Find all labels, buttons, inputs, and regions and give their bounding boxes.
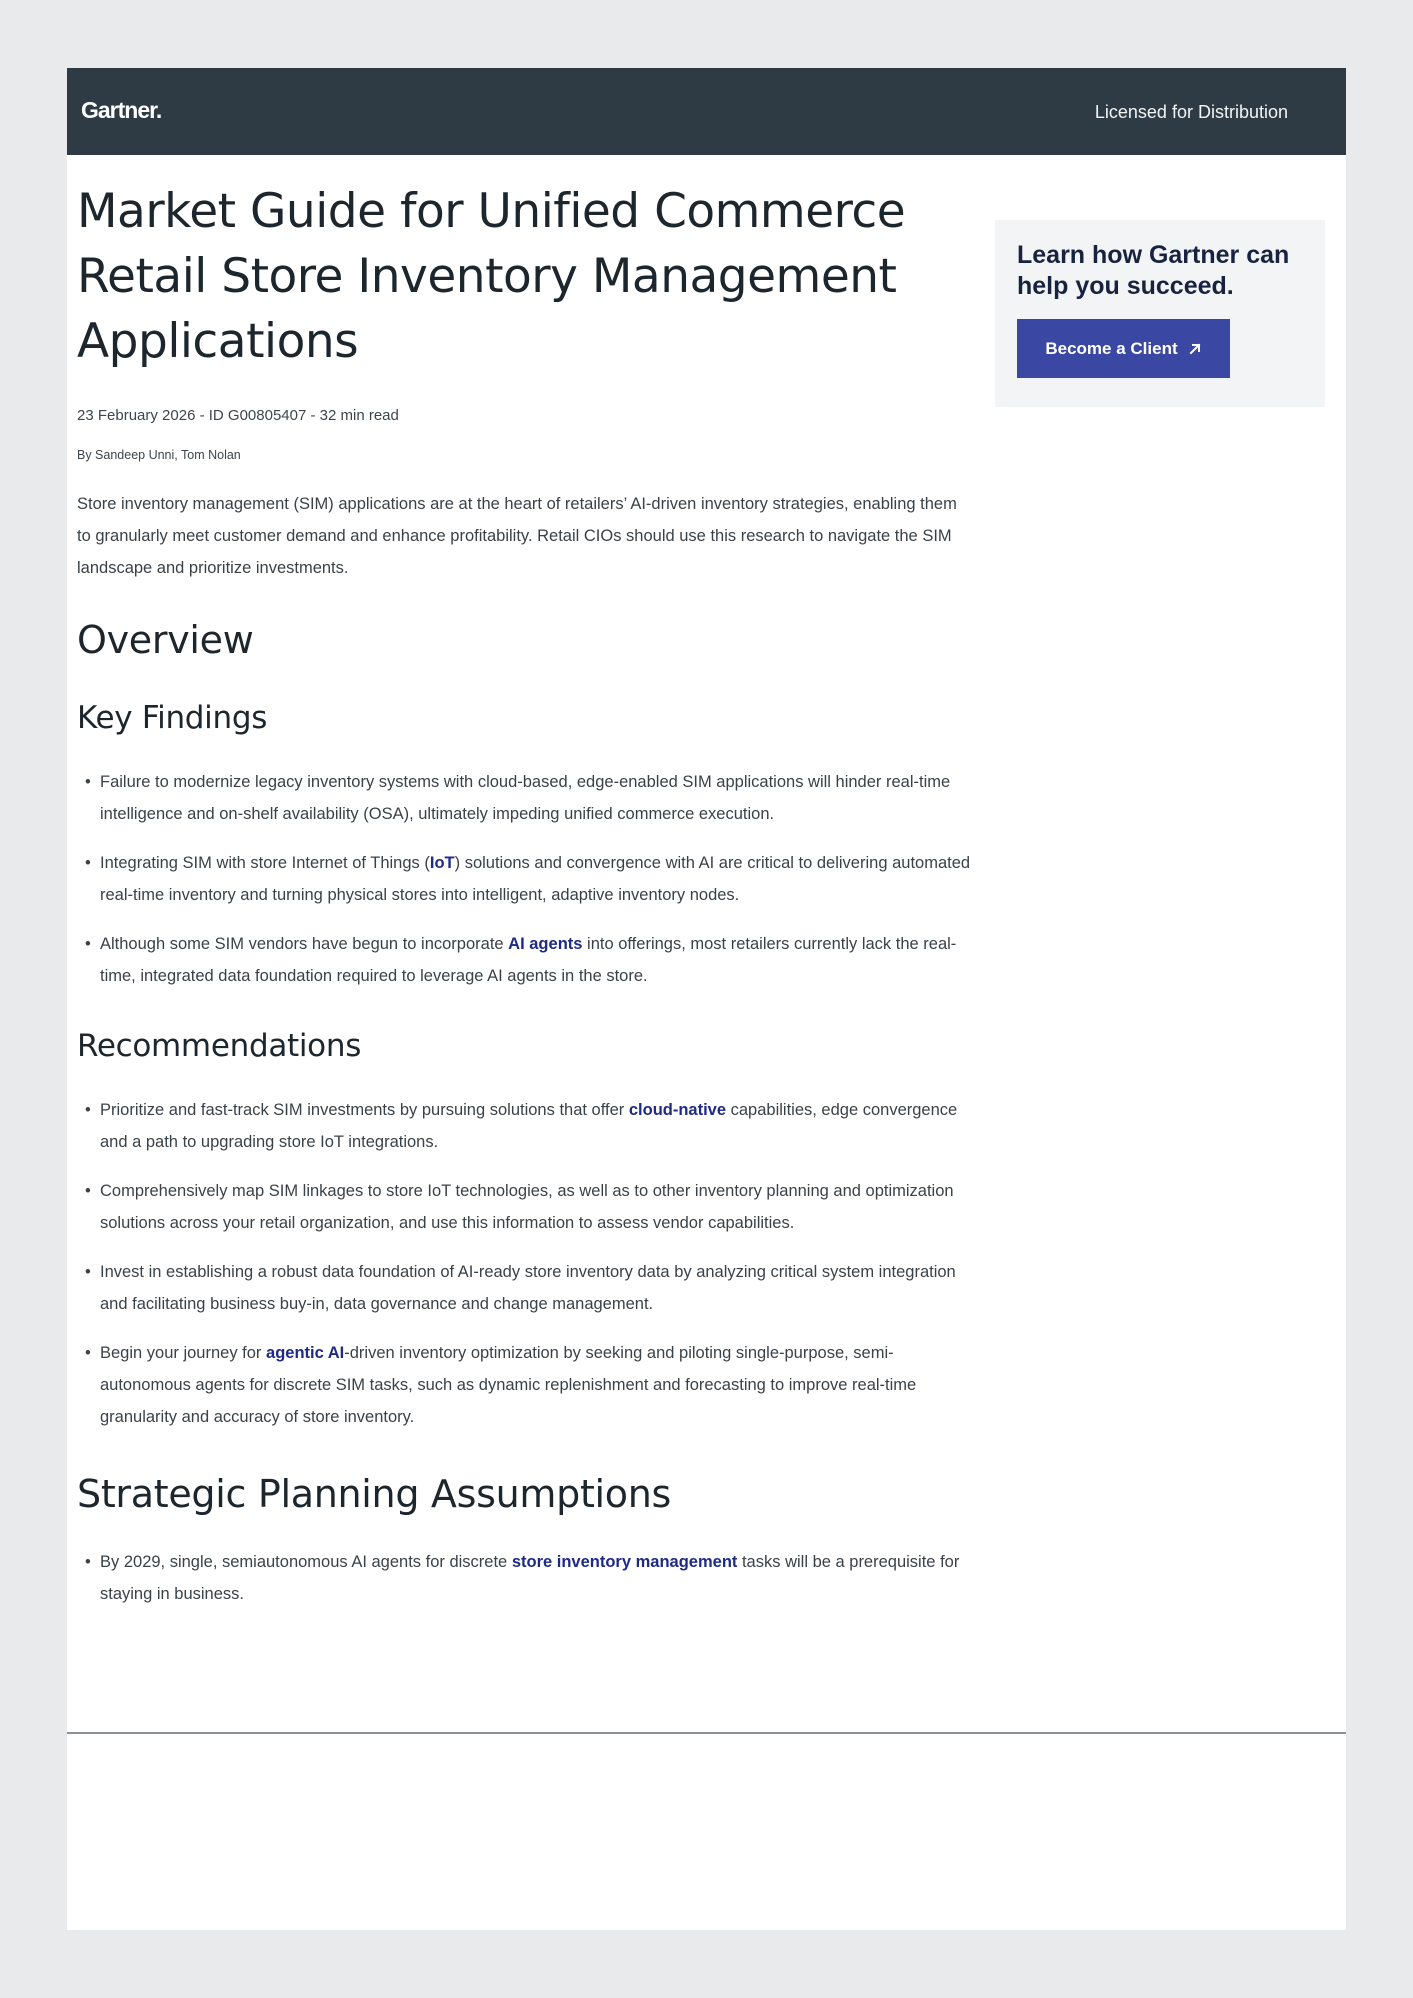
list-item-text: Prioritize and fast-track SIM investments by pursuing solutions that offer bbox=[100, 1101, 629, 1119]
gartner-logo[interactable]: Gartner. bbox=[81, 97, 162, 123]
inline-link[interactable]: AI agents bbox=[508, 935, 583, 953]
list-item-text: -driven inventory optimization by seeking and piloting single-purpose, semi-autonomous agents for discrete SIM tasks, such as dynamic replenishment and forecasting to improve real-time granularity and accuracy of store inventory. bbox=[100, 1344, 917, 1426]
list-item bbox=[77, 847, 977, 911]
assumptions-list bbox=[77, 1546, 977, 1610]
list-item-text: Failure to modernize legacy inventory systems with cloud-based, edge-enabled SIM applications will hinder real-time intelligence and on-shelf availability (OSA), ultimately impeding unified commerce execution. bbox=[100, 773, 951, 823]
list-item-text: Begin your journey for bbox=[100, 1344, 267, 1362]
list-item-text: Integrating SIM with store Internet of Things ( bbox=[100, 854, 430, 872]
list-item bbox=[77, 928, 977, 992]
key-findings-list bbox=[77, 766, 977, 992]
page bbox=[67, 68, 1346, 1930]
article-summary: Store inventory management (SIM) applications are at the heart of retailers’ AI-driven inventory strategies, enabling them to granularly meet customer demand and enhance profitability. Retail CIOs should use this research to navigate the SIM landscape and prioritize investments. bbox=[77, 495, 957, 577]
top-bar bbox=[67, 68, 1346, 155]
become-client-label: Become a Client bbox=[1045, 338, 1178, 358]
list-item-text: into offerings, most retailers currently lack the real-time, integrated data foundation required to leverage AI agents in the store. bbox=[100, 935, 957, 985]
become-client-button[interactable] bbox=[1017, 319, 1230, 378]
list-item-text: Invest in establishing a robust data foundation of AI-ready store inventory data by analyzing critical system integration and facilitating business buy-in, data governance and change management. bbox=[100, 1263, 956, 1313]
list-item bbox=[77, 1175, 977, 1239]
list-item-text: capabilities, edge convergence and a path to upgrading store IoT integrations. bbox=[100, 1101, 958, 1151]
recommendations-heading: Recommendations bbox=[77, 1028, 362, 1064]
list-item-text: Comprehensively map SIM linkages to store IoT technologies, as well as to other inventory planning and optimization solutions across your retail organization, and use this information to assess vendor capabilities. bbox=[100, 1182, 954, 1232]
list-item-text: By 2029, single, semiautonomous AI agents for discrete bbox=[100, 1553, 512, 1571]
article-main bbox=[77, 179, 977, 1627]
list-item bbox=[77, 766, 977, 830]
list-item bbox=[77, 1337, 977, 1433]
list-item bbox=[77, 1256, 977, 1320]
assumptions-heading: Strategic Planning Assumptions bbox=[77, 1472, 672, 1516]
article-meta: 23 February 2026 - ID G00805407 - 32 min read bbox=[77, 407, 399, 424]
page-title: Market Guide for Unified Commerce Retail Store Inventory Management Applications bbox=[77, 184, 906, 369]
overview-heading: Overview bbox=[77, 618, 254, 662]
footer-divider bbox=[67, 1732, 1346, 1734]
inline-link[interactable]: cloud-native bbox=[628, 1101, 727, 1119]
list-item-text: tasks will be a prerequisite for staying in business. bbox=[100, 1553, 960, 1603]
list-item-text: ) solutions and convergence with AI are critical to delivering automated real-time inventory and turning physical stores into intelligent, adaptive inventory nodes. bbox=[100, 854, 971, 904]
article-byline: By Sandeep Unni, Tom Nolan bbox=[77, 448, 241, 462]
key-findings-heading: Key Findings bbox=[77, 700, 268, 736]
inline-link[interactable]: IoT bbox=[429, 854, 455, 872]
sidebar-promo bbox=[995, 220, 1325, 407]
licensed-label: Licensed for Distribution bbox=[1094, 102, 1288, 122]
list-item-text: Although some SIM vendors have begun to incorporate bbox=[100, 935, 509, 953]
inline-link[interactable]: store inventory management bbox=[511, 1553, 738, 1571]
list-item bbox=[77, 1094, 977, 1158]
arrow-up-right-icon bbox=[1188, 342, 1202, 356]
inline-link[interactable]: agentic AI bbox=[266, 1344, 345, 1362]
recommendations-list bbox=[77, 1094, 977, 1433]
list-item bbox=[77, 1546, 977, 1610]
sidebar-heading: Learn how Gartner can help you succeed. bbox=[1017, 241, 1290, 300]
